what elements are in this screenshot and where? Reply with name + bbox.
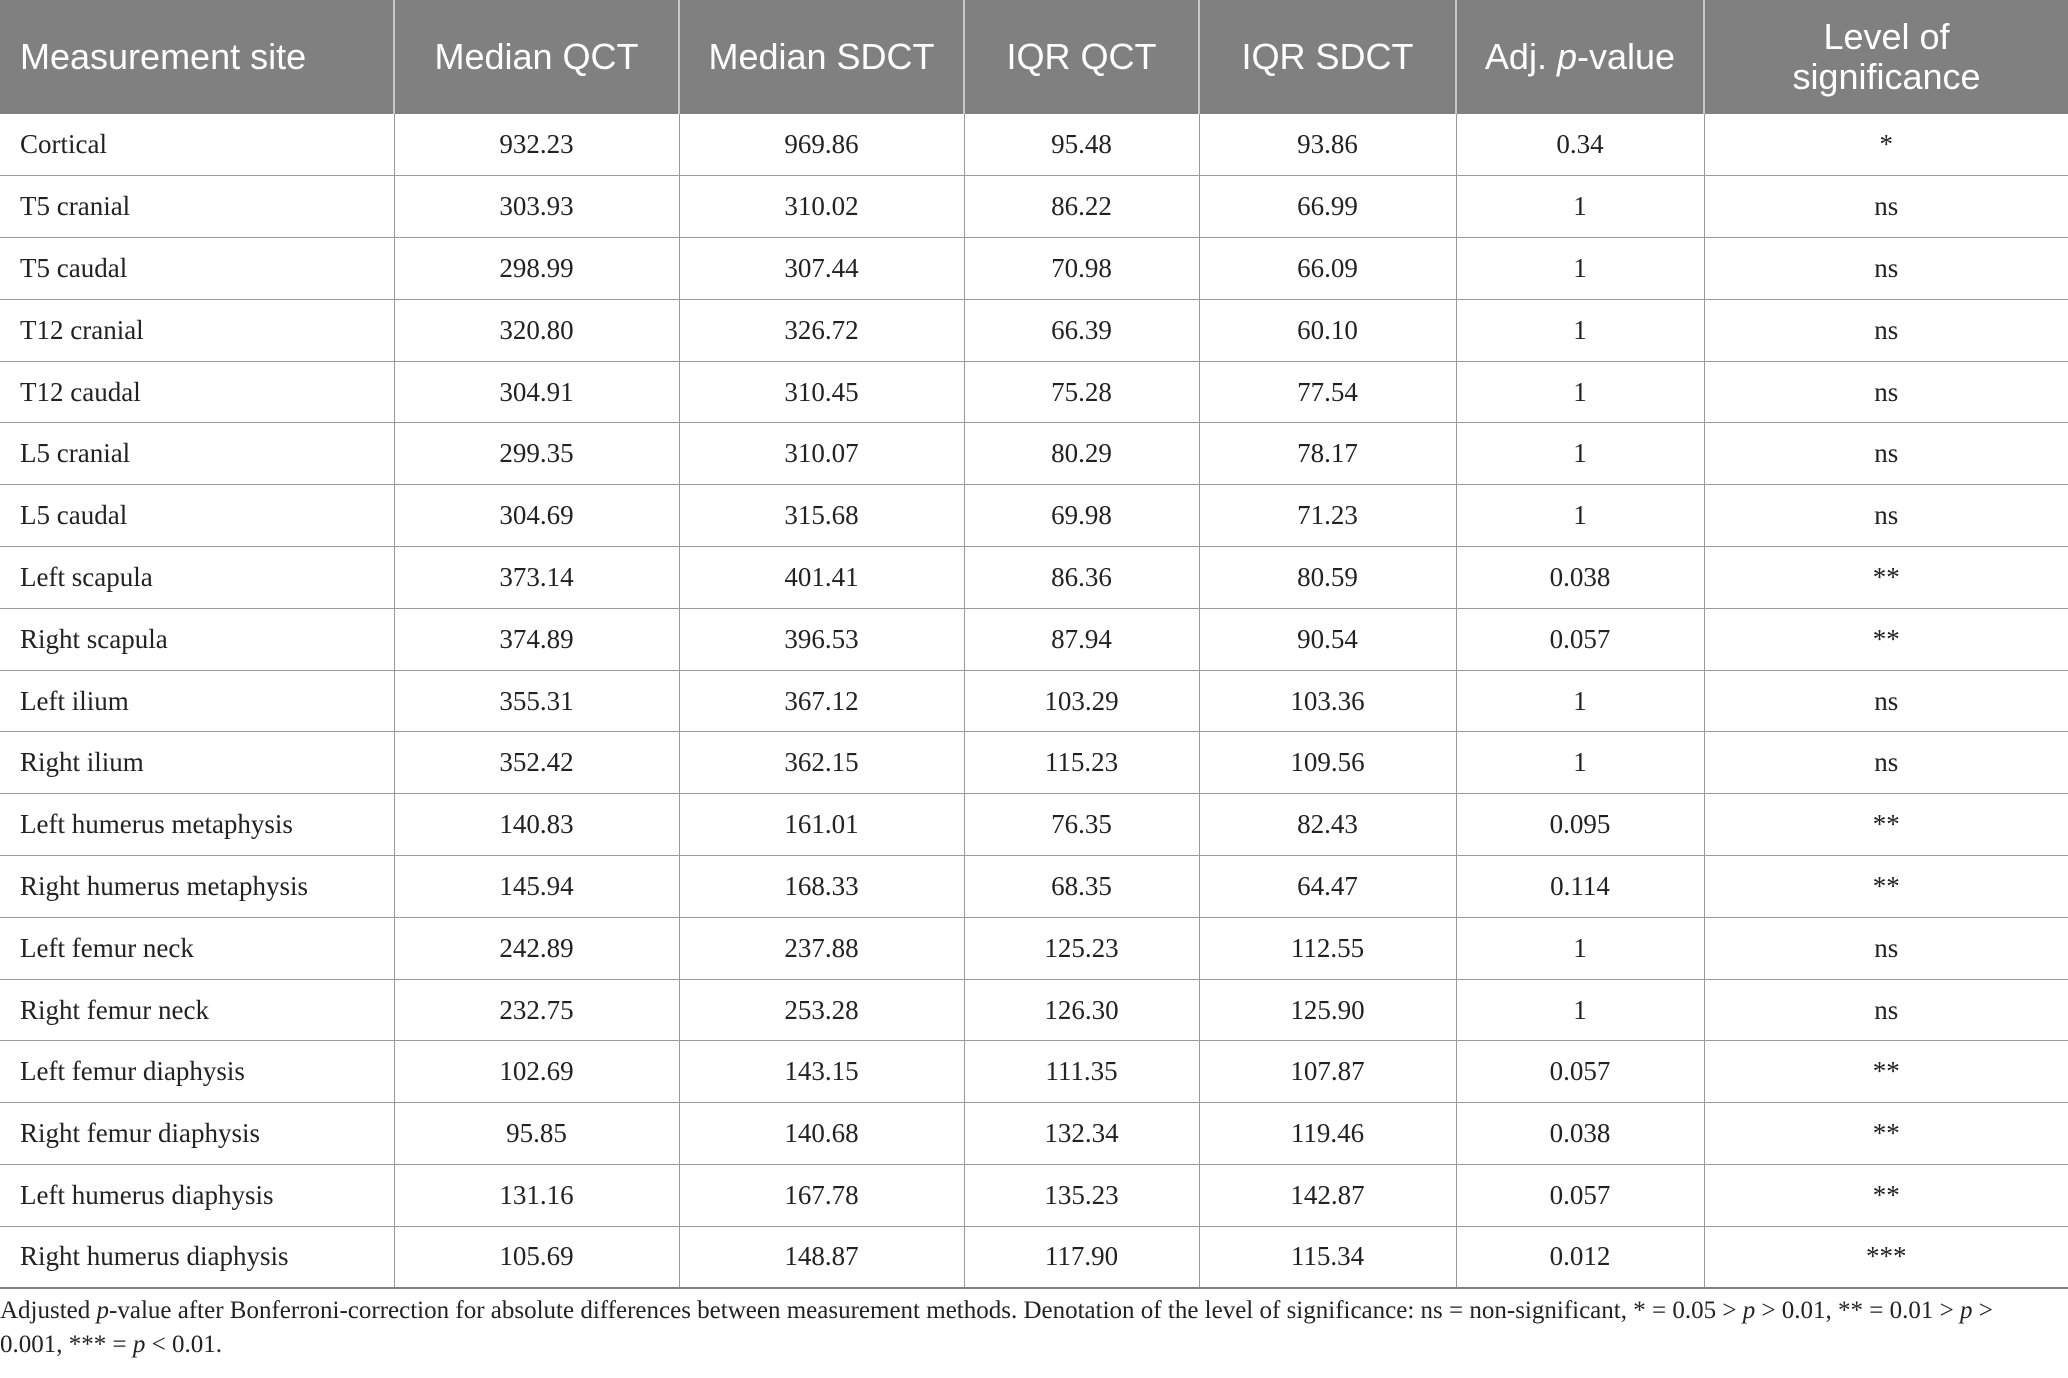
- cell-iqr-qct: 117.90: [964, 1226, 1199, 1288]
- cell-iqr-sdct: 66.99: [1199, 176, 1456, 238]
- cell-iqr-sdct: 115.34: [1199, 1226, 1456, 1288]
- header-level-of-significance: [1704, 0, 2068, 114]
- cell-significance: ns: [1704, 979, 2068, 1041]
- header-iqr-sdct: IQR SDCT: [1199, 0, 1456, 114]
- cell-iqr-qct: 86.22: [964, 176, 1199, 238]
- table-row: [0, 670, 2068, 732]
- cell-iqr-qct: 135.23: [964, 1165, 1199, 1227]
- cell-iqr-qct: 111.35: [964, 1041, 1199, 1103]
- cell-significance: **: [1704, 856, 2068, 918]
- footnote-p1: p: [96, 1297, 110, 1324]
- cell-median-qct: 932.23: [394, 114, 679, 176]
- cell-iqr-sdct: 60.10: [1199, 299, 1456, 361]
- cell-median-sdct: 310.02: [679, 176, 964, 238]
- footnote-part4: > 0.001, *** =: [0, 1297, 1993, 1358]
- header-measurement-site: Measurement site: [0, 0, 394, 114]
- cell-median-qct: 299.35: [394, 423, 679, 485]
- cell-median-qct: 102.69: [394, 1041, 679, 1103]
- cell-adj-p-value: 0.095: [1456, 794, 1704, 856]
- cell-iqr-qct: 66.39: [964, 299, 1199, 361]
- table-row: [0, 238, 2068, 300]
- cell-iqr-sdct: 64.47: [1199, 856, 1456, 918]
- table-row: [0, 299, 2068, 361]
- cell-significance: ns: [1704, 361, 2068, 423]
- table-row: [0, 547, 2068, 609]
- table-row: [0, 423, 2068, 485]
- cell-median-sdct: 315.68: [679, 485, 964, 547]
- cell-median-qct: 304.91: [394, 361, 679, 423]
- cell-iqr-qct: 75.28: [964, 361, 1199, 423]
- cell-iqr-sdct: 107.87: [1199, 1041, 1456, 1103]
- cell-site: T12 cranial: [0, 299, 394, 361]
- header-level-line1: Level of: [1823, 16, 1950, 57]
- cell-iqr-qct: 87.94: [964, 608, 1199, 670]
- footnote-part1: Adjusted: [0, 1297, 97, 1324]
- cell-median-sdct: 307.44: [679, 238, 964, 300]
- cell-site: Left humerus metaphysis: [0, 794, 394, 856]
- cell-adj-p-value: 1: [1456, 979, 1704, 1041]
- table-header: [0, 0, 2068, 114]
- cell-median-sdct: 969.86: [679, 114, 964, 176]
- cell-median-sdct: 396.53: [679, 608, 964, 670]
- table-row: [0, 1103, 2068, 1165]
- table-row: [0, 485, 2068, 547]
- cell-site: T5 caudal: [0, 238, 394, 300]
- cell-site: Cortical: [0, 114, 394, 176]
- cell-significance: ns: [1704, 917, 2068, 979]
- table-footnote: [0, 1294, 2060, 1362]
- cell-iqr-sdct: 142.87: [1199, 1165, 1456, 1227]
- cell-iqr-sdct: 93.86: [1199, 114, 1456, 176]
- footnote-p3: p: [1960, 1297, 1973, 1324]
- cell-median-sdct: 140.68: [679, 1103, 964, 1165]
- cell-iqr-sdct: 112.55: [1199, 917, 1456, 979]
- cell-median-sdct: 310.45: [679, 361, 964, 423]
- header-row: [0, 0, 2068, 114]
- table-body: [0, 114, 2068, 1288]
- cell-iqr-qct: 115.23: [964, 732, 1199, 794]
- cell-iqr-qct: 103.29: [964, 670, 1199, 732]
- cell-adj-p-value: 0.057: [1456, 1165, 1704, 1227]
- footnote-part2: -value after Bonferroni-correction for absolute differences between measurement methods. Denotation of the level of significance: ns = non-significant, * = 0.05 >: [109, 1297, 1743, 1324]
- cell-adj-p-value: 0.34: [1456, 114, 1704, 176]
- cell-iqr-sdct: 103.36: [1199, 670, 1456, 732]
- cell-site: Left femur neck: [0, 917, 394, 979]
- cell-median-qct: 320.80: [394, 299, 679, 361]
- cell-median-sdct: 401.41: [679, 547, 964, 609]
- cell-adj-p-value: 1: [1456, 176, 1704, 238]
- cell-iqr-qct: 76.35: [964, 794, 1199, 856]
- cell-adj-p-value: 1: [1456, 238, 1704, 300]
- header-iqr-qct: IQR QCT: [964, 0, 1199, 114]
- cell-median-qct: 373.14: [394, 547, 679, 609]
- cell-median-sdct: 167.78: [679, 1165, 964, 1227]
- cell-adj-p-value: 0.057: [1456, 608, 1704, 670]
- cell-median-qct: 131.16: [394, 1165, 679, 1227]
- cell-significance: **: [1704, 608, 2068, 670]
- cell-iqr-sdct: 78.17: [1199, 423, 1456, 485]
- cell-significance: ***: [1704, 1226, 2068, 1288]
- cell-significance: **: [1704, 1041, 2068, 1103]
- cell-iqr-sdct: 119.46: [1199, 1103, 1456, 1165]
- cell-median-qct: 105.69: [394, 1226, 679, 1288]
- cell-iqr-sdct: 71.23: [1199, 485, 1456, 547]
- cell-iqr-sdct: 125.90: [1199, 979, 1456, 1041]
- cell-iqr-qct: 70.98: [964, 238, 1199, 300]
- cell-iqr-qct: 126.30: [964, 979, 1199, 1041]
- header-adj-p-value: [1456, 0, 1704, 114]
- cell-median-qct: 95.85: [394, 1103, 679, 1165]
- cell-median-sdct: 326.72: [679, 299, 964, 361]
- cell-adj-p-value: 1: [1456, 361, 1704, 423]
- cell-median-qct: 355.31: [394, 670, 679, 732]
- cell-adj-p-value: 1: [1456, 299, 1704, 361]
- cell-site: L5 cranial: [0, 423, 394, 485]
- cell-significance: **: [1704, 794, 2068, 856]
- cell-site: Left femur diaphysis: [0, 1041, 394, 1103]
- cell-site: Right femur neck: [0, 979, 394, 1041]
- footnote-part5: < 0.01.: [145, 1331, 222, 1358]
- cell-site: T5 cranial: [0, 176, 394, 238]
- cell-site: Left scapula: [0, 547, 394, 609]
- cell-median-qct: 242.89: [394, 917, 679, 979]
- cell-median-sdct: 143.15: [679, 1041, 964, 1103]
- cell-significance: *: [1704, 114, 2068, 176]
- table-row: [0, 114, 2068, 176]
- cell-iqr-qct: 69.98: [964, 485, 1199, 547]
- cell-adj-p-value: 1: [1456, 732, 1704, 794]
- table-row: [0, 176, 2068, 238]
- cell-adj-p-value: 0.057: [1456, 1041, 1704, 1103]
- table-row: [0, 1165, 2068, 1227]
- cell-adj-p-value: 0.038: [1456, 547, 1704, 609]
- header-adj-p-suffix: -value: [1577, 36, 1676, 77]
- cell-significance: ns: [1704, 732, 2068, 794]
- cell-iqr-sdct: 66.09: [1199, 238, 1456, 300]
- cell-median-sdct: 161.01: [679, 794, 964, 856]
- cell-median-qct: 298.99: [394, 238, 679, 300]
- table-row: [0, 1041, 2068, 1103]
- cell-adj-p-value: 1: [1456, 485, 1704, 547]
- cell-adj-p-value: 1: [1456, 917, 1704, 979]
- table-row: [0, 794, 2068, 856]
- cell-adj-p-value: 0.012: [1456, 1226, 1704, 1288]
- table-row: [0, 608, 2068, 670]
- cell-site: Right ilium: [0, 732, 394, 794]
- cell-median-sdct: 168.33: [679, 856, 964, 918]
- cell-adj-p-value: 1: [1456, 670, 1704, 732]
- cell-site: Left ilium: [0, 670, 394, 732]
- cell-median-qct: 145.94: [394, 856, 679, 918]
- cell-median-sdct: 253.28: [679, 979, 964, 1041]
- cell-site: T12 caudal: [0, 361, 394, 423]
- cell-iqr-qct: 132.34: [964, 1103, 1199, 1165]
- cell-median-sdct: 310.07: [679, 423, 964, 485]
- cell-site: Right femur diaphysis: [0, 1103, 394, 1165]
- cell-median-qct: 303.93: [394, 176, 679, 238]
- cell-significance: ns: [1704, 423, 2068, 485]
- header-adj-p-italic: p: [1556, 36, 1577, 77]
- cell-adj-p-value: 1: [1456, 423, 1704, 485]
- cell-median-qct: 140.83: [394, 794, 679, 856]
- cell-significance: ns: [1704, 238, 2068, 300]
- cell-median-sdct: 237.88: [679, 917, 964, 979]
- table-row: [0, 361, 2068, 423]
- header-median-sdct: Median SDCT: [679, 0, 964, 114]
- cell-iqr-sdct: 109.56: [1199, 732, 1456, 794]
- cell-iqr-sdct: 90.54: [1199, 608, 1456, 670]
- footnote-part3: > 0.01, ** = 0.01 >: [1755, 1297, 1960, 1324]
- cell-adj-p-value: 0.038: [1456, 1103, 1704, 1165]
- cell-site: Right scapula: [0, 608, 394, 670]
- footnote-p4: p: [132, 1331, 146, 1358]
- footnote-p2: p: [1742, 1297, 1756, 1324]
- cell-significance: **: [1704, 547, 2068, 609]
- cell-iqr-qct: 68.35: [964, 856, 1199, 918]
- cell-site: Left humerus diaphysis: [0, 1165, 394, 1227]
- header-adj-p-prefix: Adj.: [1484, 36, 1557, 77]
- header-level-line2: significance: [1792, 56, 1981, 97]
- cell-site: L5 caudal: [0, 485, 394, 547]
- cell-iqr-qct: 125.23: [964, 917, 1199, 979]
- cell-iqr-qct: 86.36: [964, 547, 1199, 609]
- cell-median-qct: 352.42: [394, 732, 679, 794]
- cell-median-qct: 232.75: [394, 979, 679, 1041]
- cell-significance: **: [1704, 1103, 2068, 1165]
- cell-adj-p-value: 0.114: [1456, 856, 1704, 918]
- cell-iqr-qct: 80.29: [964, 423, 1199, 485]
- table-row: [0, 979, 2068, 1041]
- cell-significance: **: [1704, 1165, 2068, 1227]
- cell-iqr-qct: 95.48: [964, 114, 1199, 176]
- cell-iqr-sdct: 82.43: [1199, 794, 1456, 856]
- cell-median-qct: 304.69: [394, 485, 679, 547]
- cell-significance: ns: [1704, 485, 2068, 547]
- cell-median-qct: 374.89: [394, 608, 679, 670]
- cell-iqr-sdct: 80.59: [1199, 547, 1456, 609]
- cell-significance: ns: [1704, 299, 2068, 361]
- table-row: [0, 856, 2068, 918]
- cell-site: Right humerus metaphysis: [0, 856, 394, 918]
- cell-significance: ns: [1704, 670, 2068, 732]
- cell-median-sdct: 362.15: [679, 732, 964, 794]
- cell-significance: ns: [1704, 176, 2068, 238]
- table-row: [0, 917, 2068, 979]
- cell-median-sdct: 367.12: [679, 670, 964, 732]
- cell-site: Right humerus diaphysis: [0, 1226, 394, 1288]
- header-median-qct: Median QCT: [394, 0, 679, 114]
- table-row: [0, 1226, 2068, 1288]
- cell-median-sdct: 148.87: [679, 1226, 964, 1288]
- table-row: [0, 732, 2068, 794]
- cell-iqr-sdct: 77.54: [1199, 361, 1456, 423]
